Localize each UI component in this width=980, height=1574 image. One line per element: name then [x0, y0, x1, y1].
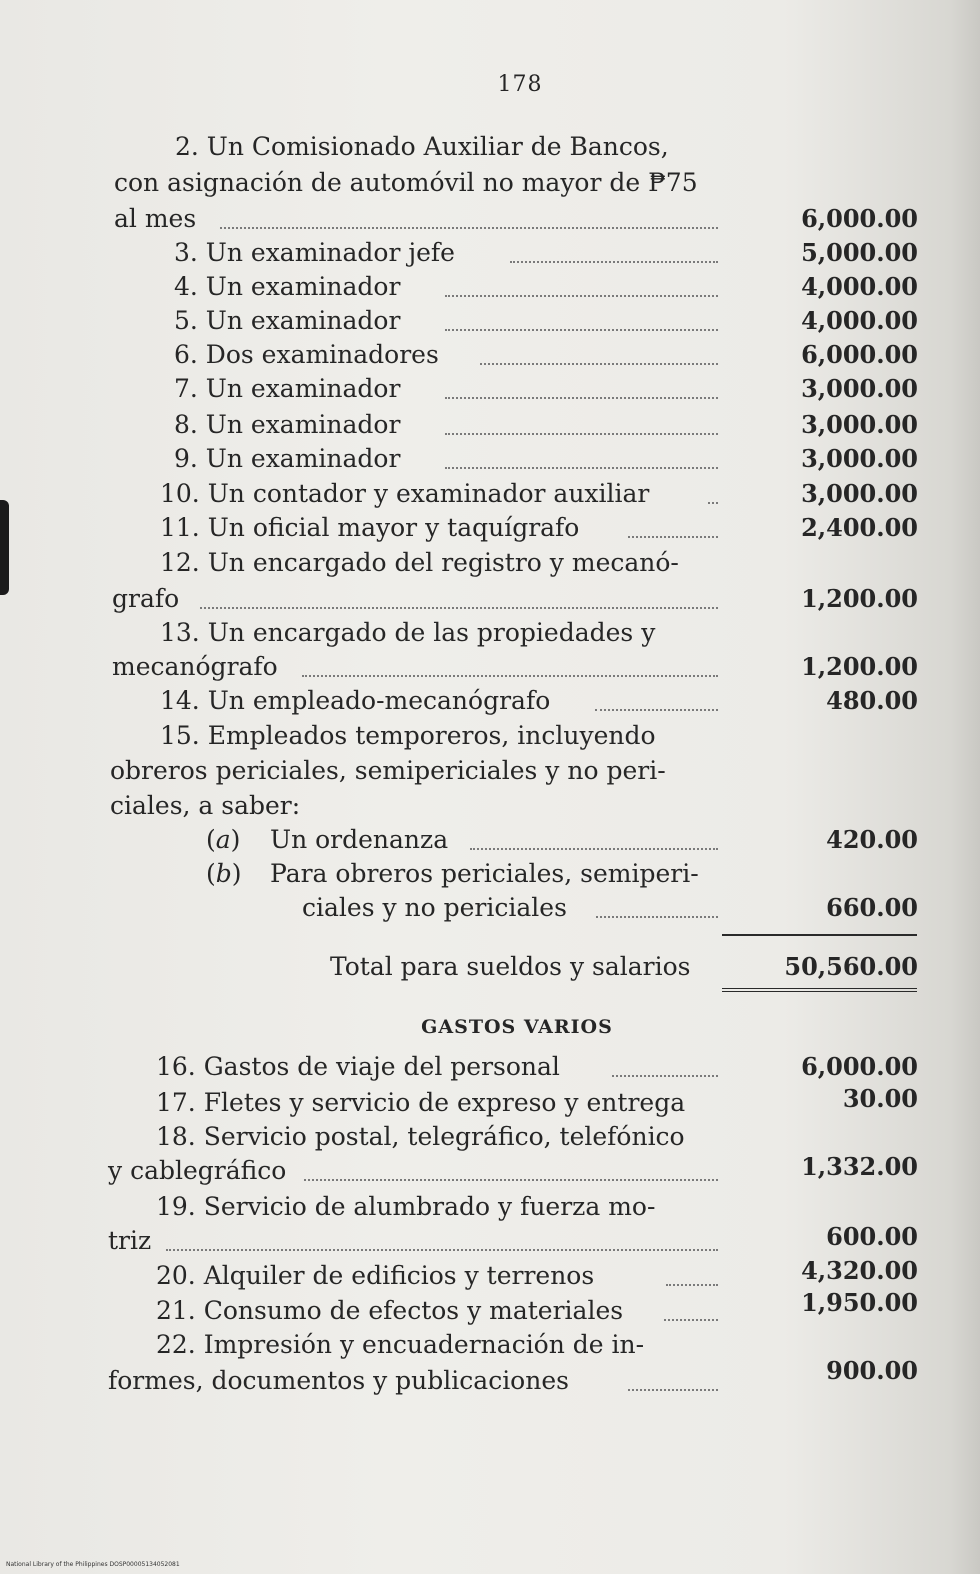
item-6-amount: 6,000.00	[801, 340, 918, 369]
item-15b-letter: b	[215, 859, 232, 888]
item-21-amount: 1,950.00	[801, 1288, 918, 1317]
item-5-amount: 4,000.00	[801, 306, 918, 335]
item-21-label: 21. Consumo de efectos y materiales	[156, 1296, 624, 1325]
item-17-label: 17. Fletes y servicio de expreso y entrega	[156, 1088, 686, 1117]
leader-dots	[612, 1075, 718, 1077]
item-10-amount: 3,000.00	[801, 479, 918, 508]
leader-dots	[166, 1249, 718, 1251]
item-20-amount: 4,320.00	[801, 1256, 918, 1285]
item-15-line-1: 15. Empleados temporeros, incluyendo	[160, 721, 656, 750]
item-13-line-2: mecanógrafo	[112, 652, 278, 681]
leader-dots	[470, 848, 718, 850]
leader-dots	[664, 1319, 718, 1321]
item-14-label: 14. Un empleado-mecanógrafo	[160, 686, 551, 715]
leader-dots	[445, 467, 718, 469]
total-double-rule	[722, 988, 917, 994]
leader-dots	[200, 607, 718, 609]
item-8-label: 8. Un examinador	[174, 410, 401, 439]
footer-credit: National Library of the Philippines DOSP00005134052081	[6, 1561, 180, 1568]
item-12-amount: 1,200.00	[801, 584, 918, 613]
item-4-label: 4. Un examinador	[174, 272, 401, 301]
leader-dots	[302, 675, 718, 677]
item-15b-marker: (b)	[206, 859, 242, 888]
item-8-amount: 3,000.00	[801, 410, 918, 439]
section-heading: GASTOS VARIOS	[421, 1016, 613, 1038]
item-19-line-2: triz	[108, 1226, 152, 1255]
item-2-line-2: con asignación de automóvil no mayor de ₱75	[114, 168, 698, 197]
leader-dots	[595, 709, 718, 711]
item-15b-amount: 660.00	[826, 893, 918, 922]
item-16-amount: 6,000.00	[801, 1052, 918, 1081]
leader-dots	[510, 261, 718, 263]
item-7-amount: 3,000.00	[801, 374, 918, 403]
item-15a-letter: a	[215, 825, 231, 854]
item-22-line-2: formes, documentos y publicaciones	[108, 1366, 569, 1395]
item-5-label: 5. Un examinador	[174, 306, 401, 335]
item-7-label: 7. Un examinador	[174, 374, 401, 403]
item-11-amount: 2,400.00	[801, 513, 918, 542]
leader-dots	[220, 227, 718, 229]
leader-dots	[708, 502, 718, 504]
item-15b-line-2: ciales y no periciales	[302, 893, 567, 922]
leader-dots	[445, 329, 718, 331]
leader-dots	[304, 1179, 718, 1181]
item-15a-amount: 420.00	[826, 825, 918, 854]
item-9-label: 9. Un examinador	[174, 444, 401, 473]
item-22-line-1: 22. Impresión y encuadernación de in-	[156, 1330, 645, 1359]
item-16-label: 16. Gastos de viaje del personal	[156, 1052, 560, 1081]
item-18-amount: 1,332.00	[801, 1152, 918, 1181]
item-17-amount: 30.00	[842, 1084, 918, 1113]
item-3-label: 3. Un examinador jefe	[174, 238, 455, 267]
item-15a-label: Un ordenanza	[270, 825, 449, 854]
leader-dots	[666, 1284, 718, 1286]
item-4-amount: 4,000.00	[801, 272, 918, 301]
item-15b-line-1: Para obreros periciales, semiperi-	[270, 859, 699, 888]
item-13-line-1: 13. Un encargado de las propiedades y	[160, 618, 656, 647]
leader-dots	[445, 433, 718, 435]
item-6-label: 6. Dos examinadores	[174, 340, 439, 369]
total-rule	[722, 934, 917, 936]
leader-dots	[628, 536, 718, 538]
item-15a-marker: (a)	[206, 825, 241, 854]
item-13-amount: 1,200.00	[801, 652, 918, 681]
item-12-line-2: grafo	[112, 584, 180, 613]
item-18-line-2: y cablegráfico	[108, 1156, 287, 1185]
item-3-amount: 5,000.00	[801, 238, 918, 267]
item-2-line-1: 2. Un Comisionado Auxiliar de Bancos,	[175, 132, 669, 161]
binding-mark	[0, 500, 9, 595]
total-amount: 50,560.00	[784, 952, 918, 981]
leader-dots	[445, 295, 718, 297]
item-19-amount: 600.00	[826, 1222, 918, 1251]
item-15-line-2: obreros periciales, semipericiales y no peri-	[110, 756, 666, 785]
total-label: Total para sueldos y salarios	[330, 952, 691, 981]
item-9-amount: 3,000.00	[801, 444, 918, 473]
item-14-amount: 480.00	[826, 686, 918, 715]
item-15-line-3: ciales, a saber:	[110, 791, 301, 820]
item-19-line-1: 19. Servicio de alumbrado y fuerza mo-	[156, 1192, 656, 1221]
leader-dots	[596, 916, 718, 918]
page-number: 178	[497, 72, 543, 97]
item-20-label: 20. Alquiler de edificios y terrenos	[156, 1261, 595, 1290]
item-22-amount: 900.00	[826, 1356, 918, 1385]
item-2-amount: 6,000.00	[801, 204, 918, 233]
item-2-line-3: al mes	[114, 204, 197, 233]
item-11-label: 11. Un oficial mayor y taquígrafo	[160, 513, 580, 542]
leader-dots	[445, 397, 718, 399]
item-18-line-1: 18. Servicio postal, telegráfico, telefónico	[156, 1122, 685, 1151]
leader-dots	[480, 363, 718, 365]
item-12-line-1: 12. Un encargado del registro y mecanó-	[160, 548, 679, 577]
leader-dots	[628, 1389, 718, 1391]
item-10-label: 10. Un contador y examinador auxiliar	[160, 479, 650, 508]
